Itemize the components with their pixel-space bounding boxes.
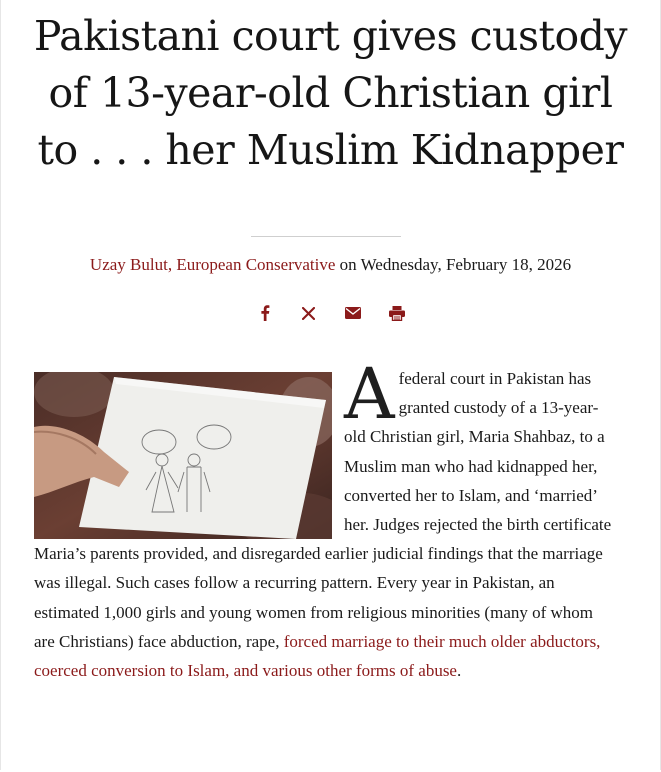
article-body [34, 353, 614, 685]
publish-date: Wednesday, February 18, 2026 [360, 255, 572, 274]
drop-cap: A [344, 353, 395, 435]
x-icon[interactable] [300, 304, 318, 322]
share-bar [0, 304, 661, 324]
photo-spacer [34, 364, 332, 538]
article-text-end: . [456, 661, 462, 681]
headline-divider [251, 236, 401, 237]
facebook-icon[interactable] [256, 304, 274, 322]
email-icon[interactable] [344, 304, 362, 322]
article-text: federal court in Pakistan has granted custody of a 13-year-old Christian girl, Maria Shahbaz, to a Muslim man who had kidnapped her, converted her to Islam, and ‘married’ her. Judges rejected the birth certificate Maria’s parents provided, and disregarded earlier judicial findings that the marriage was illegal. Such cases follow a recurring pattern. Every year in Pakistan, an estimated 1,000 girls and young women from religious minorities (many of whom are Christians) face abduction, rape, [34, 369, 612, 651]
abuse-link[interactable]: forced marriage to their much older abductors, coerced conversion to Islam, and various other forms of abuse [34, 631, 601, 681]
print-icon[interactable] [388, 304, 406, 322]
byline [0, 254, 661, 276]
author-link[interactable]: Uzay Bulut, European Conservative [89, 255, 336, 274]
byline-connector: on [335, 255, 361, 274]
article-headline: Pakistani court gives custody of 13-year-old Christian girl to . . . her Muslim Kidnapper [33, 12, 628, 174]
